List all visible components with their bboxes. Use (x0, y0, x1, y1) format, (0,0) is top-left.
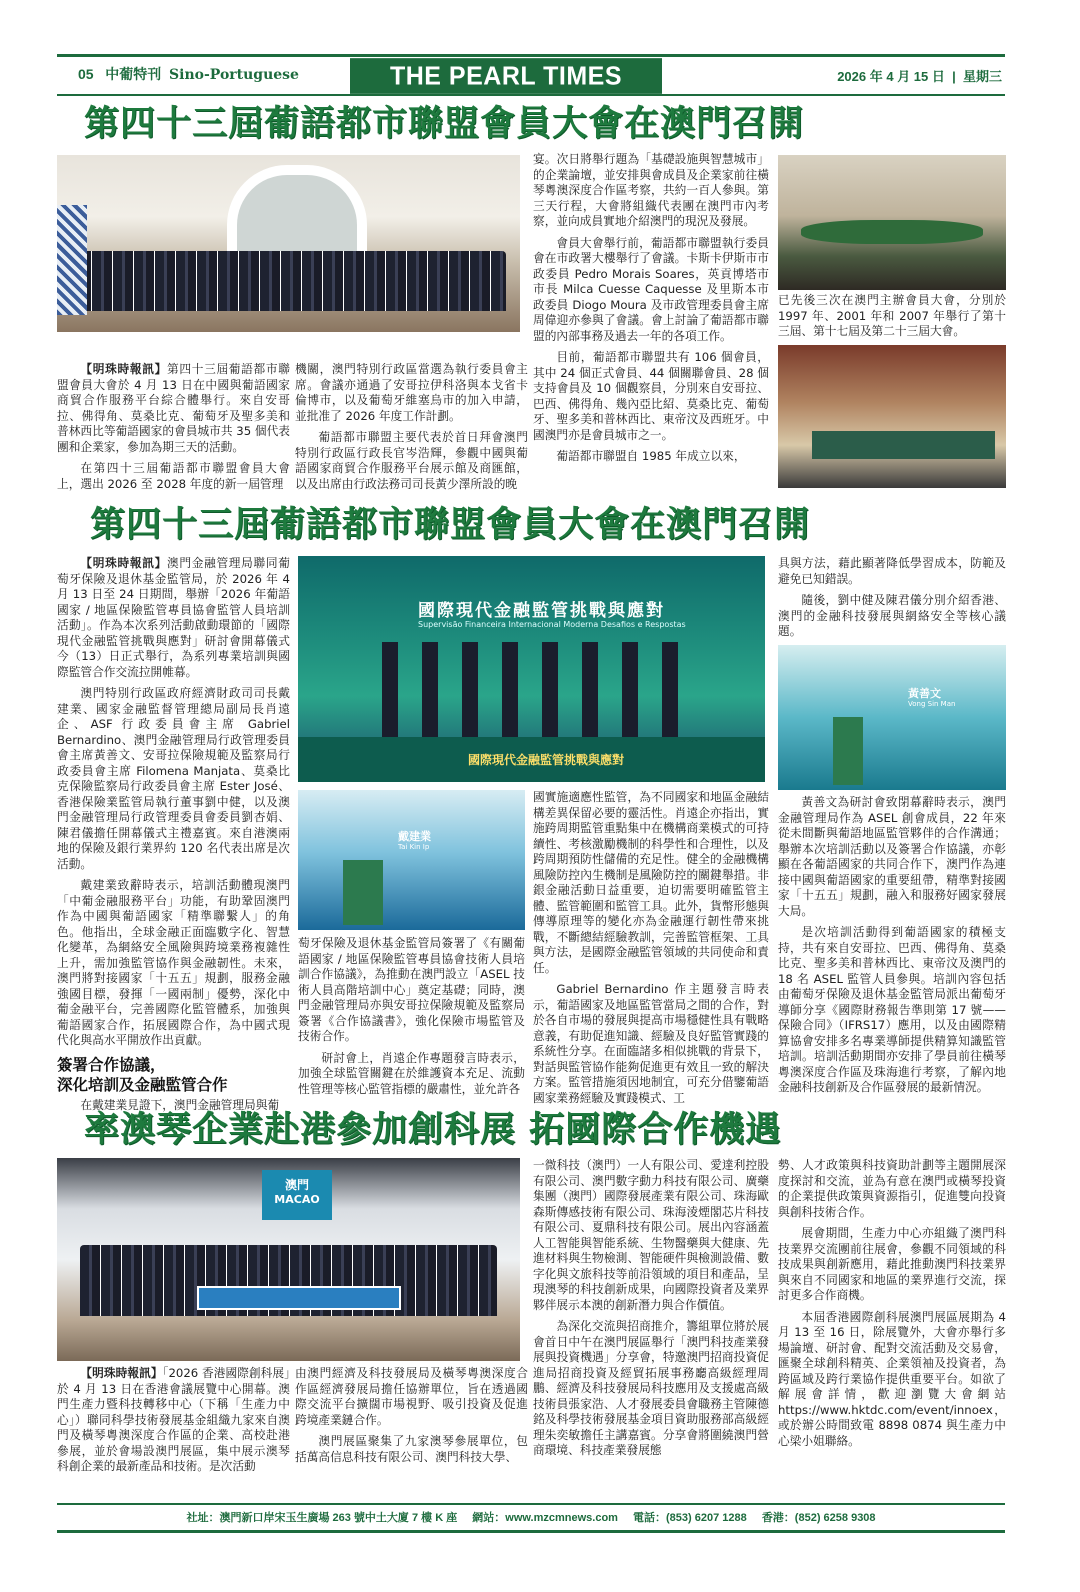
paragraph (57, 556, 290, 680)
article3-col1 (57, 1366, 290, 1484)
paragraph (533, 152, 769, 230)
paragraph (295, 1366, 528, 1428)
paragraph-text: 具與方法，藉此顯著降低學習成本，防範及避免已知錯誤。 (778, 556, 1006, 586)
article1-meeting-photo (778, 155, 1006, 290)
paragraph-text: 研討會上，肖遠企作專題發言時表示，加強全球監管關鍵在於維護資本充足、流動性管理等核心監管指標的嚴肅性，並允許各 (298, 1050, 525, 1096)
article1-col1 (57, 362, 290, 490)
delegates-group (71, 251, 506, 311)
paragraph (778, 1158, 1006, 1220)
issue-date (837, 66, 1002, 85)
paragraph-text: 在第四十三屆葡語都市聯盟會員大會上，選出 2026 至 2028 年度的新一屆管理 (57, 461, 290, 491)
paragraph (778, 556, 1006, 587)
paragraph-text: 第四十三屆葡語都市聯盟會員大會於 4 月 13 日在中國與葡語國家商貿合作服務平台綜合體舉行。來自安哥拉、佛得角、莫桑比克、葡萄牙及聖多美和普林西比等葡語國家的會員城市共 35 個代表團和企業家，參加為期三天的活動。 (57, 362, 290, 454)
paragraph (295, 362, 528, 424)
subheading-line1: 簽署合作協議， (57, 1054, 166, 1074)
article1-col2 (295, 362, 528, 490)
paragraph-text: 展會期間，生產力中心亦組織了澳門科技業界交流團前往展會，參觀不同領域的科技成果與創新應用，藉此推動澳門科技業界與來自不同國家和地區的業界進行交流，探討更多合作商機。 (778, 1226, 1006, 1302)
paragraph-text: 會員大會舉行前，葡語都市聯盟執行委員會在市政署大樓舉行了會議。卡斯卡伊斯市市政委員 Pedro Morais Soares，英貢博塔市市長 Milca Cuesse Caquesse 及里斯本市政委員 Diogo Moura 及市政管理委員會主席周偉迎亦參與了會議。會上討論了葡語都市聯盟的內部事務及過去一年的各項工作。 (533, 235, 769, 343)
paragraph (533, 1319, 769, 1459)
dateline: 【明珠時報訊】 (80, 362, 167, 376)
date-separator: | (952, 69, 956, 84)
footer-top-rule (57, 1503, 1005, 1505)
stage-banner-title: 國際現代金融監管挑戰與應對 (418, 601, 665, 621)
paragraph (57, 362, 290, 455)
paragraph (295, 1434, 528, 1465)
paragraph (298, 936, 525, 1045)
paragraph-text: 勢、人才政策與科技資助計劃等主題開展深度探討和交流，並為有意在澳門或橫琴投資的企業提供政策與資源指引，促進雙向投資與創科技術合作。 (778, 1158, 1006, 1219)
paragraph-text: 一微科技（澳門）一人有限公司、愛達利控股有限公司、澳門數字動力科技有限公司、廣藥集團（澳門）國際發展產業有限公司、珠海歐森斯傳感技術有限公司、珠海淩煙閣芯片科技有限公司、夏鼎科技有限公司。展出內容涵蓋人工智能與智能系統、生物醫藥與大健康、先進材料與生物檢測、智能硬件與檢測設備、數字化與文旅科技等前沿領域的項目和產品，呈現澳琴的科技創新成果，向國際投資者及業界夥伴展示本澳的創新潛力與合作價值。 (533, 1158, 769, 1312)
dateline: 【明珠時報訊】 (80, 1366, 163, 1380)
masthead (350, 58, 662, 94)
paragraph-text: 葡語都市聯盟自 1985 年成立以來， (556, 449, 746, 463)
paragraph (778, 795, 1006, 919)
article1-group-photo (57, 155, 520, 332)
meeting-table (801, 220, 983, 244)
paragraph-text: 為深化交流與招商推介，籌組單位將於展會首日中午在澳門展區舉行「澳門科技產業發展與投資機遇」分享會，特邀澳門招商投資促進局招商投資及經貿拓展事務廳高級經理周鵬、經濟及科技發展局科技應用及支援處高級技術員張家浩、人才發展委員會職務主管陳德銘及科學技術發展基金項目資助服務部高級經理朱奕敏擔任主講嘉賓。分享會將圍繞澳門營商環境、科技產業發展態 (533, 1319, 769, 1457)
article1-headline: 第四十三屆葡語都市聯盟會員大會在澳門召開 (84, 103, 805, 144)
footer-address: 社址：澳門新口岸宋玉生廣場 263 號中土大廈 7 樓 K 座 (186, 1512, 458, 1524)
paragraph (533, 790, 769, 976)
paragraph (778, 593, 1006, 640)
section-name: 中葡特刊 (105, 66, 162, 82)
paragraph (57, 878, 290, 1049)
council-table (812, 431, 994, 460)
subheading-line2: 深化培訓及金融監管合作 (57, 1074, 228, 1094)
paragraph (778, 925, 1006, 1096)
article3-col2 (295, 1366, 528, 1484)
paragraph-text: 澳門展區聚集了九家澳琴參展單位，包括萬高信息科技有限公司、澳門科技大學、 (295, 1434, 528, 1464)
header-bottom-rule (57, 94, 1005, 96)
article2-col1-body (57, 556, 290, 1049)
speaker-name: 戴建業 (398, 830, 431, 843)
paragraph (778, 293, 1006, 340)
paragraph (778, 1310, 1006, 1450)
paragraph (533, 982, 769, 1106)
delegation-banner (197, 1286, 401, 1310)
masthead-title: THE PEARL TIMES (389, 60, 623, 91)
macao-sign-zh: 澳門 (284, 1178, 309, 1192)
paragraph-text: 葡語都市聯盟主要代表於首日拜會澳門特別行政區行政長官岑浩輝，參觀中國與葡語國家商貿合作服務平台展示館及商匯館，以及出席由行政法務司司長黃少澤所設的晚 (295, 430, 528, 491)
paragraph-text: 本屆香港國際創科展澳門展區展期為 4 月 13 至 16 日，除展覽外，大會亦舉行多場論壇、研討會、配對交流活動及交易會，匯聚全球創科精英、企業領袖及投資者，為跨區域及跨行業協作提供重要平台。如欲了解展會詳情，歡迎瀏覽大會網站 https://www.hktdc.com/event/innoex，或於辦公時間致電 8898 0874 與生產力中心梁小姐聯絡。 (778, 1309, 1006, 1448)
paragraph (533, 350, 769, 443)
paragraph-text: 是次培訓活動得到葡語國家的積極支持，共有來自安哥拉、巴西、佛得角、莫桑比克、聖多美和普林西比、東帝汶及澳門的 18 名 ASEL 監管人員參與。培訓內容包括由葡萄牙保險及退休基金監管局派出葡萄牙導師分享《國際財務報告準則第 17 號——保險合同》（IFRS17）應用，以及由國際精算協會安排多名專業導師提供精算知識監管培訓。培訓活動期間亦安排了學員前往橫琴粵澳深度合作區及珠海進行考察，了解內地金融科技創新及合作區發展的最新情況。 (778, 925, 1006, 1094)
article1-council-photo (778, 345, 1006, 488)
article2-col1 (57, 556, 290, 1112)
paragraph-text: 目前，葡語都市聯盟共有 106 個會員，其中 24 個正式會員、44 個關聯會員、28 個支持會員及 10 個觀察員，分別來自安哥拉、巴西、佛得角、幾內亞比紹、莫桑比克、葡萄牙、聖多美和普林西比、東帝汶及西班牙。中國澳門亦是會員城市之一。 (533, 350, 769, 442)
paragraph-text: 已先後三次在澳門主辦會員大會，分別於 1997 年、2001 年和 2007 年舉行了第十三屆、第十七屆及第二十三屆大會。 (778, 293, 1006, 338)
footer-website[interactable]: 網站：www.mzcmnews.com (472, 1512, 618, 1524)
paragraph (295, 430, 528, 492)
paragraph (533, 1158, 769, 1313)
footer-phone: 電話：(853) 6207 1288 (633, 1512, 747, 1524)
article2-col2 (298, 936, 525, 1101)
article2-speaker-photo (298, 790, 525, 930)
speaker-name-pt: Tai Kin Ip (398, 843, 430, 851)
floor-banner-title: 國際現代金融監管挑戰與應對 (468, 753, 625, 767)
page-number: 05 (78, 66, 94, 82)
paragraph (533, 449, 769, 465)
article3-expo-photo (57, 1158, 520, 1361)
paragraph-text: 「2026 香港國際創科展」於 4 月 13 日在香港會議展覽中心開幕。澳門生產力暨科技轉移中心（下稱「生產力中心」）聯同科學技術發展基金組織九家來自澳門及橫琴粵澳深度合作區的企業、高校赴港參展，並於會場設澳門展區，集中展示澳琴科創企業的最新產品和技術。是次活動 (57, 1366, 290, 1473)
article2-col4-top (778, 556, 1006, 642)
podium (343, 860, 383, 925)
paragraph-text: 由澳門經濟及科技發展局及橫琴粵澳深度合作區經濟發展局擔任協辦單位，旨在透過國際交流平台擴闊市場視野、吸引投資及促進跨境產業鏈合作。 (295, 1366, 528, 1427)
article1-caption (778, 293, 1006, 343)
paragraph-text: Gabriel Bernardino 作主題發言時表示，葡語國家及地區監管當局之間的合作，對於各自市場的發展與提高市場穩健性具有戰略意義，有助促進知識、經驗及良好監管實踐的系統性分享。在面臨諸多相似挑戰的背景下，對話與監管協作能夠促進更有效且一致的解決方案。監管措施須因地制宜，可充分借鑒葡語國家業務經驗及實踐模式、工 (533, 982, 769, 1105)
footer-contact (57, 1509, 1005, 1525)
macao-sign (262, 1170, 332, 1220)
header-top-rule (57, 54, 1005, 57)
paragraph-text: 澳門金融管理局聯同葡萄牙保險及退休基金監管局，於 2026 年 4 月 13 日至 24 日期間，舉辦「2026 年葡語國家 / 地區保險監管專員協會監管人員培訓活動」。作為本次系列活動啟動環節的「國際現代金融監管挑戰與應對」研討會開幕儀式今（13）日正式舉行，為系列專業培訓與國際監管合作交流拉開帷幕。 (57, 556, 290, 679)
guests-group (368, 642, 695, 737)
podium (833, 717, 863, 785)
article3-headline: 率澳琴企業赴港參加創科展 拓國際合作機遇 (84, 1109, 782, 1150)
paragraph-text: 澳門特別行政區政府經濟財政司司長戴建業、國家金融監督管理總局副局長肖遠企、ASF 行政委員會主席 Gabriel Bernardino、澳門金融管理局行政管理委員會主席黃善文、安哥拉保險規範及監察局行政委員會主席 Filomena Manjata、莫桑比克保險監察局行政委員會主席 Ester José、香港保險業監管局執行董事劉中健，以及澳門金融管理局行政管理委員會委員劉杏娟、陳君儀擔任開幕儀式主禮嘉賓。來自港澳兩地的保險及銀行業界約 120 名代表出席是次活動。 (57, 686, 290, 871)
arch-decoration (227, 165, 367, 255)
paragraph-text: 萄牙保險及退休基金監管局簽署了《有關葡語國家 / 地區保險監管專員協會技術人員培訓合作協議》，為推動在澳門設立「ASEL 技術人員高階培訓中心」奠定基礎；同時，澳門金融管理局亦與安哥拉保險規範及監察局簽署《合作協議書》，強化保險市場監管及技術合作。 (298, 936, 525, 1043)
paragraph (533, 236, 769, 345)
paragraph (298, 1051, 525, 1098)
tile-wall (57, 205, 87, 315)
article2-subheading (57, 1055, 290, 1095)
article2-closing-speaker-photo (778, 645, 1006, 790)
paragraph-text: 隨後，劉中健及陳君儀分別介紹香港、澳門的金融科技發展與網絡安全等核心議題。 (778, 593, 1006, 638)
paragraph-text: 在戴建業見證下，澳門金融管理局與葡 (80, 1097, 280, 1112)
section-name-en: Sino-Portuguese (169, 67, 299, 83)
paragraph-text: 戴建業致辭時表示，培訓活動體現澳門「中葡金融服務平台」功能，有助鞏固澳門作為中國與葡語國家「精準聯繫人」的角色。他指出，全球金融正面臨數字化、智慧化變革，為網絡安全風險與跨境業務複雜性上升，需加強監管協作與金融韌性。未來，澳門將對接國家「十五五」規劃，服務金融強國目標，發揮「一國兩制」優勢，深化中葡金融平台，完善國際化監管體系，加強與葡語國家合作，拓展國際合作，為中國式現代化與高水平開放作出貢獻。 (57, 878, 290, 1047)
article3-col4 (778, 1158, 1006, 1484)
weekday: 星期三 (962, 69, 1002, 84)
paragraph-text: 機關，澳門特別行政區當選為執行委員會主席。會議亦通過了安哥拉伊科洛與本戈省卡倫博市，以及葡萄牙維塞烏市的加入申請，並批准了 2026 年度工作計劃。 (295, 362, 528, 423)
paragraph-text: 國實施適應性監管，為不同國家和地區金融結構差異保留必要的靈活性。肖遠企亦指出，實施跨周期監管重點集中在機構商業模式的可持續性、考核激勵機制的科學性和合理性，以及跨周期預防性儲備的充足性。健全的金融機構風險防控內生機制是風險防控的關鍵舉措。非銀金融活動日益重要，迫切需要明確監管主體、監管範圍和監管工具。此外，貨幣形態與傳導原理等的變化亦為金融運行韌性帶來挑戰，不斷總結經驗教訓，完善監管框架、工具與方法，是國際金融監管領域的共同使命和責任。 (533, 790, 769, 975)
paragraph (57, 1366, 290, 1475)
dateline: 【明珠時報訊】 (80, 556, 167, 570)
paragraph (57, 686, 290, 872)
paragraph (57, 461, 290, 492)
article2-col3 (533, 790, 769, 1105)
article2-headline: 第四十三屆葡語都市聯盟會員大會在澳門召開 (90, 504, 811, 545)
section-label (78, 64, 299, 84)
stage-banner-subtitle: Supervisão Financeira Internacional Moderna Desafios e Respostas (418, 620, 686, 629)
paragraph-text: 宴。次日將舉行題為「基礎設施與智慧城市」的企業論壇，並安排與會成員及企業家前往橫琴粵澳深度合作區考察，共約一百人參與。第三天行程，大會將組織代表團在澳門市內考察，並向成員實地介紹澳門的現況及發展。 (533, 152, 769, 228)
article2-col4-bottom (778, 795, 1006, 1101)
footer-bottom-rule (57, 1530, 1005, 1533)
paragraph-text: 黃善文為研討會致閉幕辭時表示，澳門金融管理局作為 ASEL 創會成員，22 年來從未間斷與葡語地區監管夥伴的合作溝通；舉辦本次培訓活動以及簽署合作協議，亦彰顯在各葡語國家的共同合作下，澳門作為連接中國與葡語國家的重要紐帶，精準對接國家「十五五」規劃，融入和服務好國家發展大局。 (778, 795, 1006, 918)
closing-speaker-name-pt: Vong Sin Man (908, 700, 956, 708)
article3-col3 (533, 1158, 769, 1484)
article2-stage-photo (298, 556, 765, 782)
macao-sign-en: MACAO (274, 1193, 320, 1206)
paragraph (778, 1226, 1006, 1304)
article1-col3 (533, 152, 769, 490)
closing-speaker-name: 黃善文 (908, 687, 941, 700)
date: 2026 年 4 月 15 日 (837, 69, 945, 84)
footer-hk-phone: 香港：(852) 6258 9308 (761, 1512, 876, 1524)
